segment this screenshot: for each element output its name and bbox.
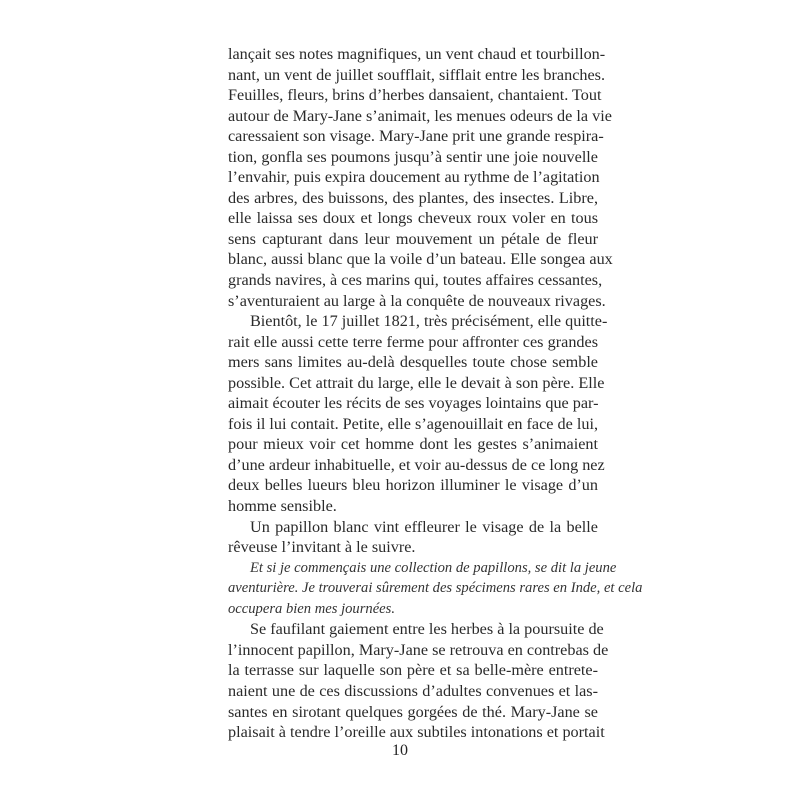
page-body	[228, 44, 643, 743]
text-line: deux belles lueurs bleu horizon illuminer le visage d’un	[228, 476, 598, 495]
text-line: naient une de ces discussions d’adultes convenues et las-	[228, 681, 598, 700]
text-line: nant, un vent de juillet soufflait, sifflait entre les branches.	[228, 65, 606, 84]
text-line: Et si je commençais une collection de papillons, se dit la jeune	[250, 559, 617, 576]
text-line: santes en sirotant quelques gorgées de thé. Mary-Jane se	[228, 702, 598, 721]
text-line: Bientôt, le 17 juillet 1821, très précisément, elle quitte-	[250, 312, 608, 331]
text-line: sens capturant dans leur mouvement un pétale de fleur	[228, 229, 598, 248]
paragraph	[228, 619, 609, 742]
text-line: Se faufilant gaiement entre les herbes à la poursuite de	[250, 620, 604, 639]
paragraph	[228, 44, 613, 311]
text-line: tion, gonfla ses poumons jusqu’à sentir une joie nouvelle	[228, 147, 598, 166]
text-line: des arbres, des buissons, des plantes, des insectes. Libre,	[228, 188, 598, 207]
text-line: aventurière. Je trouverai sûrement des spécimens rares en Inde, et cela	[228, 580, 643, 597]
text-line: grands navires, à ces marins qui, toutes affaires cessantes,	[228, 271, 603, 290]
page-number: 10	[392, 742, 408, 759]
text-line: blanc, aussi blanc que la voile d’un bateau. Elle songea aux	[228, 250, 613, 269]
text-line: l’envahir, puis expira doucement au rythme de l’agitation	[228, 168, 600, 187]
text-line: possible. Cet attrait du large, elle le devait à son père. Elle	[228, 373, 605, 392]
text-line: Feuilles, fleurs, brins d’herbes dansaient, chantaient. Tout	[228, 86, 602, 105]
text-line: aimait écouter les récits de ses voyages lointains que par-	[228, 394, 599, 413]
italic-paragraph	[228, 558, 643, 620]
text-line: plaisait à tendre l’oreille aux subtiles intonations et portait	[228, 723, 605, 742]
text-line: lançait ses notes magnifiques, un vent chaud et tourbillon-	[228, 45, 606, 63]
text-line: Un papillon blanc vint effleurer le visage de la belle	[250, 517, 598, 536]
text-line: s’aventuraient au large à la conquête de nouveaux rivages.	[228, 291, 606, 310]
text-line: l’innocent papillon, Mary-Jane se retrouva en contrebas de	[228, 640, 609, 659]
text-line: rêveuse l’invitant à le suivre.	[228, 538, 416, 557]
text-line: homme sensible.	[228, 497, 337, 516]
text-line: rait elle aussi cette terre ferme pour affronter ces grandes	[228, 332, 598, 351]
paragraph	[228, 517, 598, 558]
text-line: pour mieux voir cet homme dont les gestes s’animaient	[228, 435, 598, 454]
text-line: caressaient son visage. Mary-Jane prit une grande respira-	[228, 127, 604, 146]
text-line: mers sans limites au-delà desquelles toute chose semble	[228, 353, 598, 372]
text-line: occupera bien mes journées.	[228, 600, 395, 617]
text-line: la terrasse sur laquelle son père et sa belle-mère entrete-	[228, 661, 598, 680]
text-line: fois il lui contait. Petite, elle s’agenouillait en face de lui,	[228, 414, 598, 433]
text-line: autour de Mary-Jane s’animait, les menues odeurs de la vie	[228, 106, 612, 125]
text-line: elle laissa ses doux et longs cheveux roux voler en tous	[228, 209, 598, 228]
text-line: d’une ardeur inhabituelle, et voir au-dessus de ce long nez	[228, 455, 605, 474]
paragraph	[228, 311, 608, 516]
